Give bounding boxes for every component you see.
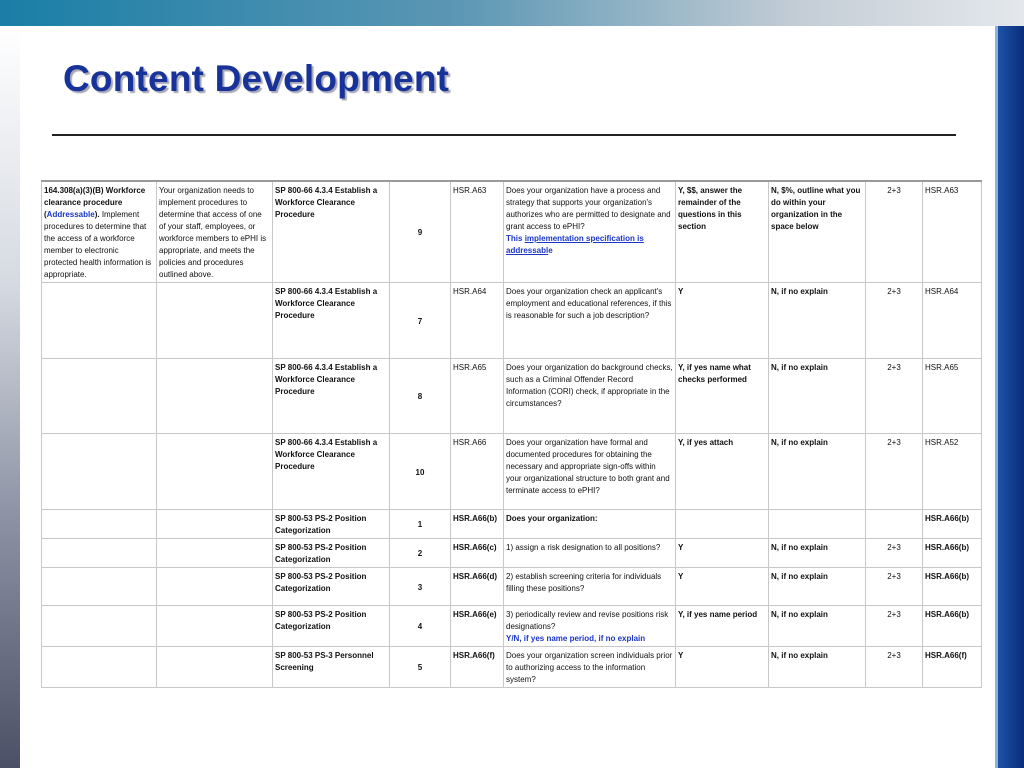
regulation-cell — [42, 510, 157, 539]
score-cell: 2+3 — [866, 359, 923, 434]
regulation-cell: 164.308(a)(3)(B) Workforce clearance procedure (Addressable). Implement procedures to determine that the access of a workforce member to electronic protected health information is appropriate. — [42, 181, 157, 283]
map-cell: HSR.A66(b) — [923, 510, 982, 539]
reference-cell: SP 800-53 PS-2 Position Categorization — [273, 606, 390, 647]
description-cell — [157, 510, 273, 539]
number-cell: 8 — [390, 359, 451, 434]
addressable-link[interactable]: implementation specification is addressabl — [506, 234, 644, 255]
question-cell: 1) assign a risk designation to all positions? — [504, 539, 676, 568]
regulation-cell — [42, 647, 157, 688]
regulation-cell — [42, 606, 157, 647]
table-row — [42, 181, 982, 283]
yes-cell: Y, $$, answer the remainder of the questions in this section — [676, 181, 769, 283]
description-cell — [157, 359, 273, 434]
id-cell: HSR.A66(d) — [451, 568, 504, 606]
question-cell: 2) establish screening criteria for individuals filling these positions? — [504, 568, 676, 606]
regulation-cell — [42, 434, 157, 510]
table-row — [42, 647, 982, 688]
description-cell — [157, 434, 273, 510]
regulation-cell — [42, 539, 157, 568]
number-cell: 2 — [390, 539, 451, 568]
number-cell: 5 — [390, 647, 451, 688]
no-cell: N, if no explain — [769, 434, 866, 510]
map-cell: HSR.A66(f) — [923, 647, 982, 688]
table-row — [42, 434, 982, 510]
right-decor-band — [998, 26, 1024, 768]
map-cell: HSR.A52 — [923, 434, 982, 510]
id-cell: HSR.A66(e) — [451, 606, 504, 647]
table-row — [42, 539, 982, 568]
id-cell: HSR.A63 — [451, 181, 504, 283]
map-cell: HSR.A66(b) — [923, 539, 982, 568]
requirements-table — [41, 180, 981, 688]
yes-cell: Y — [676, 539, 769, 568]
reference-cell: SP 800-53 PS-2 Position Categorization — [273, 568, 390, 606]
question-cell: Does your organization: — [504, 510, 676, 539]
id-cell: HSR.A64 — [451, 283, 504, 359]
map-cell: HSR.A65 — [923, 359, 982, 434]
yes-cell — [676, 510, 769, 539]
reference-cell: SP 800-66 4.3.4 Establish a Workforce Clearance Procedure — [273, 181, 390, 283]
number-cell: 3 — [390, 568, 451, 606]
no-cell: N, if no explain — [769, 647, 866, 688]
question-cell: Does your organization do background checks, such as a Criminal Offender Record Information (CORI) check, if appropriate in the circumstances? — [504, 359, 676, 434]
reference-cell: SP 800-66 4.3.4 Establish a Workforce Clearance Procedure — [273, 283, 390, 359]
regulation-cell — [42, 568, 157, 606]
score-cell: 2+3 — [866, 606, 923, 647]
description-cell — [157, 283, 273, 359]
number-cell: 7 — [390, 283, 451, 359]
yes-cell: Y, if yes attach — [676, 434, 769, 510]
question-cell: 3) periodically review and revise positions risk designations? Y/N, if yes name period, if no explain — [504, 606, 676, 647]
score-cell: 2+3 — [866, 181, 923, 283]
id-cell: HSR.A66(b) — [451, 510, 504, 539]
score-cell: 2+3 — [866, 539, 923, 568]
description-cell — [157, 539, 273, 568]
map-cell: HSR.A66(b) — [923, 606, 982, 647]
id-cell: HSR.A66 — [451, 434, 504, 510]
no-cell: N, $%, outline what you do within your organization in the space below — [769, 181, 866, 283]
number-cell: 9 — [390, 181, 451, 283]
description-cell: Your organization needs to implement procedures to determine that access of one of your staff, employees, or workforce members to ePHI is appropriate, and meets the policies and procedures outlined above. — [157, 181, 273, 283]
score-cell — [866, 510, 923, 539]
table-row — [42, 568, 982, 606]
id-cell: HSR.A65 — [451, 359, 504, 434]
top-decor-band — [0, 0, 1024, 26]
reference-cell: SP 800-66 4.3.4 Establish a Workforce Clearance Procedure — [273, 434, 390, 510]
no-cell: N, if no explain — [769, 283, 866, 359]
description-cell — [157, 647, 273, 688]
id-cell: HSR.A66(c) — [451, 539, 504, 568]
number-cell: 10 — [390, 434, 451, 510]
id-cell: HSR.A66(f) — [451, 647, 504, 688]
title-divider — [52, 134, 956, 136]
question-cell: Does your organization check an applicant's employment and educational references, if this is reasonable for such a job description? — [504, 283, 676, 359]
no-cell: N, if no explain — [769, 539, 866, 568]
question-cell: Does your organization have a process and strategy that supports your organization's authorizes who are permitted to designate and grant access to ePHI? This implementation specification is addressable — [504, 181, 676, 283]
number-cell: 1 — [390, 510, 451, 539]
score-cell: 2+3 — [866, 283, 923, 359]
no-cell — [769, 510, 866, 539]
score-cell: 2+3 — [866, 568, 923, 606]
description-cell — [157, 606, 273, 647]
map-cell: HSR.A66(b) — [923, 568, 982, 606]
no-cell: N, if no explain — [769, 359, 866, 434]
no-cell: N, if no explain — [769, 606, 866, 647]
regulation-cell — [42, 283, 157, 359]
reference-cell: SP 800-53 PS-2 Position Categorization — [273, 510, 390, 539]
yes-cell: Y, if yes name what checks performed — [676, 359, 769, 434]
number-cell: 4 — [390, 606, 451, 647]
table-row — [42, 510, 982, 539]
regulation-cell — [42, 359, 157, 434]
slide-title: Content Development — [63, 58, 450, 99]
table-row — [42, 606, 982, 647]
yes-cell: Y — [676, 283, 769, 359]
question-cell: Does your organization screen individuals prior to authorizing access to the information system? — [504, 647, 676, 688]
reference-cell: SP 800-66 4.3.4 Establish a Workforce Clearance Procedure — [273, 359, 390, 434]
no-cell: N, if no explain — [769, 568, 866, 606]
yes-cell: Y — [676, 568, 769, 606]
question-cell: Does your organization have formal and documented procedures for obtaining the necessary and appropriate sign-offs within your organizational structure to both grant and terminate access to ePHI? — [504, 434, 676, 510]
map-cell: HSR.A63 — [923, 181, 982, 283]
left-decor-band — [0, 26, 20, 768]
reference-cell: SP 800-53 PS-3 Personnel Screening — [273, 647, 390, 688]
map-cell: HSR.A64 — [923, 283, 982, 359]
yes-cell: Y — [676, 647, 769, 688]
description-cell — [157, 568, 273, 606]
yes-cell: Y, if yes name period — [676, 606, 769, 647]
reference-cell: SP 800-53 PS-2 Position Categorization — [273, 539, 390, 568]
table-row — [42, 359, 982, 434]
table-row — [42, 283, 982, 359]
score-cell: 2+3 — [866, 434, 923, 510]
score-cell: 2+3 — [866, 647, 923, 688]
